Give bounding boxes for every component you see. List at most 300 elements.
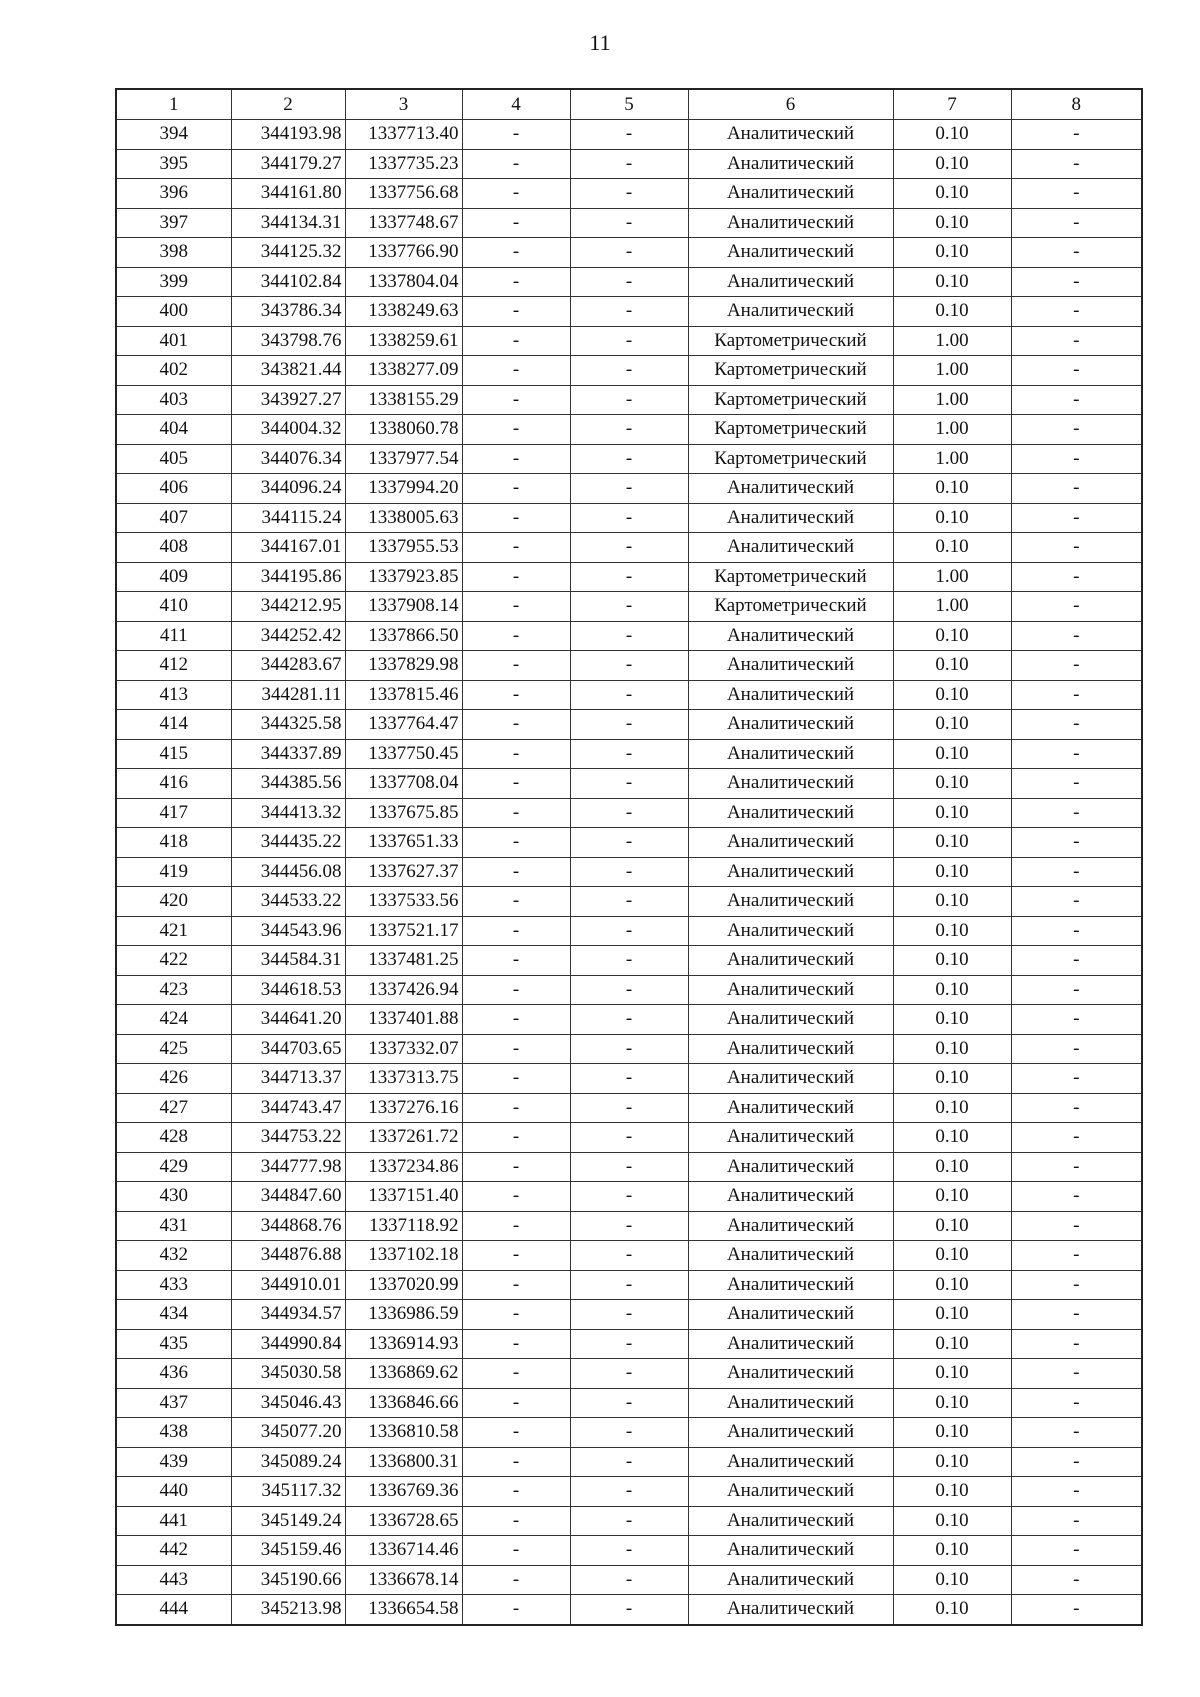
accuracy-cell: 0.10 <box>893 1477 1011 1507</box>
value-col5-cell: - <box>570 1536 688 1566</box>
accuracy-cell: 0.10 <box>893 238 1011 268</box>
table-row <box>116 385 1142 415</box>
coordinate-x-cell: 345077.20 <box>231 1418 345 1448</box>
table-row <box>116 238 1142 268</box>
method-cell: Аналитический <box>688 503 893 533</box>
method-cell: Аналитический <box>688 149 893 179</box>
coordinates-table <box>115 88 1143 1626</box>
coordinate-y-cell: 1337332.07 <box>345 1034 462 1064</box>
value-col8-cell: - <box>1011 415 1142 445</box>
value-col4-cell: - <box>462 120 570 150</box>
value-col5-cell: - <box>570 1152 688 1182</box>
value-col5-cell: - <box>570 385 688 415</box>
coordinate-y-cell: 1337313.75 <box>345 1064 462 1094</box>
point-number-cell: 414 <box>116 710 231 740</box>
value-col5-cell: - <box>570 1388 688 1418</box>
table-row <box>116 120 1142 150</box>
accuracy-cell: 1.00 <box>893 562 1011 592</box>
coordinate-y-cell: 1337866.50 <box>345 621 462 651</box>
accuracy-cell: 0.10 <box>893 1565 1011 1595</box>
accuracy-cell: 0.10 <box>893 1329 1011 1359</box>
coordinate-x-cell: 344193.98 <box>231 120 345 150</box>
value-col4-cell: - <box>462 1418 570 1448</box>
value-col8-cell: - <box>1011 946 1142 976</box>
table-row <box>116 179 1142 209</box>
method-cell: Аналитический <box>688 1388 893 1418</box>
value-col5-cell: - <box>570 975 688 1005</box>
value-col5-cell: - <box>570 828 688 858</box>
value-col4-cell: - <box>462 1506 570 1536</box>
value-col8-cell: - <box>1011 1093 1142 1123</box>
method-cell: Аналитический <box>688 975 893 1005</box>
coordinate-y-cell: 1336800.31 <box>345 1447 462 1477</box>
value-col5-cell: - <box>570 1093 688 1123</box>
coordinate-x-cell: 344713.37 <box>231 1064 345 1094</box>
value-col8-cell: - <box>1011 710 1142 740</box>
accuracy-cell: 0.10 <box>893 1005 1011 1035</box>
value-col4-cell: - <box>462 1447 570 1477</box>
value-col8-cell: - <box>1011 1536 1142 1566</box>
value-col4-cell: - <box>462 769 570 799</box>
table-row <box>116 356 1142 386</box>
value-col4-cell: - <box>462 326 570 356</box>
value-col5-cell: - <box>570 208 688 238</box>
coordinate-x-cell: 345190.66 <box>231 1565 345 1595</box>
table-row <box>116 1005 1142 1035</box>
value-col4-cell: - <box>462 503 570 533</box>
accuracy-cell: 0.10 <box>893 533 1011 563</box>
page-number: 11 <box>589 30 611 55</box>
accuracy-cell: 0.10 <box>893 651 1011 681</box>
accuracy-cell: 0.10 <box>893 1418 1011 1448</box>
method-cell: Аналитический <box>688 857 893 887</box>
table-row <box>116 1182 1142 1212</box>
accuracy-cell: 0.10 <box>893 179 1011 209</box>
value-col8-cell: - <box>1011 149 1142 179</box>
coordinate-x-cell: 344195.86 <box>231 562 345 592</box>
method-cell: Аналитический <box>688 120 893 150</box>
coordinate-x-cell: 344125.32 <box>231 238 345 268</box>
coordinate-y-cell: 1337426.94 <box>345 975 462 1005</box>
accuracy-cell: 0.10 <box>893 739 1011 769</box>
value-col4-cell: - <box>462 1005 570 1035</box>
value-col4-cell: - <box>462 1595 570 1625</box>
coordinate-y-cell: 1337829.98 <box>345 651 462 681</box>
value-col4-cell: - <box>462 887 570 917</box>
accuracy-cell: 1.00 <box>893 592 1011 622</box>
coordinate-y-cell: 1337748.67 <box>345 208 462 238</box>
accuracy-cell: 0.10 <box>893 1388 1011 1418</box>
accuracy-cell: 0.10 <box>893 503 1011 533</box>
point-number-cell: 442 <box>116 1536 231 1566</box>
table-row <box>116 946 1142 976</box>
method-cell: Аналитический <box>688 208 893 238</box>
method-cell: Аналитический <box>688 179 893 209</box>
table-row <box>116 1152 1142 1182</box>
coordinate-y-cell: 1338259.61 <box>345 326 462 356</box>
accuracy-cell: 1.00 <box>893 326 1011 356</box>
value-col5-cell: - <box>570 680 688 710</box>
value-col4-cell: - <box>462 1211 570 1241</box>
value-col4-cell: - <box>462 1477 570 1507</box>
point-number-cell: 443 <box>116 1565 231 1595</box>
coordinate-y-cell: 1337533.56 <box>345 887 462 917</box>
value-col5-cell: - <box>570 1506 688 1536</box>
table-row <box>116 1447 1142 1477</box>
value-col5-cell: - <box>570 1329 688 1359</box>
point-number-cell: 430 <box>116 1182 231 1212</box>
coordinate-x-cell: 344212.95 <box>231 592 345 622</box>
method-cell: Аналитический <box>688 1093 893 1123</box>
value-col4-cell: - <box>462 562 570 592</box>
method-cell: Аналитический <box>688 710 893 740</box>
coordinate-x-cell: 344281.11 <box>231 680 345 710</box>
point-number-cell: 417 <box>116 798 231 828</box>
value-col8-cell: - <box>1011 621 1142 651</box>
value-col5-cell: - <box>570 1595 688 1625</box>
point-number-cell: 404 <box>116 415 231 445</box>
value-col8-cell: - <box>1011 975 1142 1005</box>
point-number-cell: 431 <box>116 1211 231 1241</box>
coordinate-x-cell: 343786.34 <box>231 297 345 327</box>
value-col4-cell: - <box>462 1093 570 1123</box>
value-col4-cell: - <box>462 1152 570 1182</box>
accuracy-cell: 1.00 <box>893 415 1011 445</box>
value-col5-cell: - <box>570 1447 688 1477</box>
value-col5-cell: - <box>570 1005 688 1035</box>
table-row <box>116 857 1142 887</box>
point-number-cell: 441 <box>116 1506 231 1536</box>
point-number-cell: 418 <box>116 828 231 858</box>
value-col4-cell: - <box>462 1565 570 1595</box>
value-col5-cell: - <box>570 297 688 327</box>
column-header: 2 <box>231 89 345 120</box>
table-header-row <box>116 89 1142 120</box>
method-cell: Аналитический <box>688 1064 893 1094</box>
value-col4-cell: - <box>462 1182 570 1212</box>
coordinate-y-cell: 1336769.36 <box>345 1477 462 1507</box>
coordinate-y-cell: 1337735.23 <box>345 149 462 179</box>
accuracy-cell: 0.10 <box>893 1211 1011 1241</box>
coordinate-x-cell: 344618.53 <box>231 975 345 1005</box>
value-col5-cell: - <box>570 592 688 622</box>
coordinate-y-cell: 1337234.86 <box>345 1152 462 1182</box>
coordinate-y-cell: 1336869.62 <box>345 1359 462 1389</box>
value-col5-cell: - <box>570 120 688 150</box>
value-col8-cell: - <box>1011 857 1142 887</box>
table-row <box>116 651 1142 681</box>
point-number-cell: 422 <box>116 946 231 976</box>
value-col5-cell: - <box>570 415 688 445</box>
column-header: 5 <box>570 89 688 120</box>
point-number-cell: 397 <box>116 208 231 238</box>
coordinate-x-cell: 344413.32 <box>231 798 345 828</box>
table-body <box>116 120 1142 1625</box>
accuracy-cell: 0.10 <box>893 1359 1011 1389</box>
point-number-cell: 403 <box>116 385 231 415</box>
point-number-cell: 438 <box>116 1418 231 1448</box>
value-col5-cell: - <box>570 562 688 592</box>
coordinate-y-cell: 1337764.47 <box>345 710 462 740</box>
coordinate-y-cell: 1338060.78 <box>345 415 462 445</box>
coordinate-x-cell: 344533.22 <box>231 887 345 917</box>
accuracy-cell: 0.10 <box>893 1270 1011 1300</box>
point-number-cell: 432 <box>116 1241 231 1271</box>
method-cell: Картометрический <box>688 562 893 592</box>
point-number-cell: 437 <box>116 1388 231 1418</box>
coordinate-x-cell: 344990.84 <box>231 1329 345 1359</box>
method-cell: Аналитический <box>688 1123 893 1153</box>
method-cell: Аналитический <box>688 769 893 799</box>
point-number-cell: 424 <box>116 1005 231 1035</box>
coordinate-x-cell: 344096.24 <box>231 474 345 504</box>
coordinate-x-cell: 343927.27 <box>231 385 345 415</box>
point-number-cell: 429 <box>116 1152 231 1182</box>
table-row <box>116 1329 1142 1359</box>
accuracy-cell: 0.10 <box>893 916 1011 946</box>
value-col8-cell: - <box>1011 562 1142 592</box>
coordinate-y-cell: 1337102.18 <box>345 1241 462 1271</box>
accuracy-cell: 0.10 <box>893 975 1011 1005</box>
value-col4-cell: - <box>462 1388 570 1418</box>
value-col4-cell: - <box>462 297 570 327</box>
point-number-cell: 406 <box>116 474 231 504</box>
value-col5-cell: - <box>570 1182 688 1212</box>
coordinate-y-cell: 1337276.16 <box>345 1093 462 1123</box>
method-cell: Аналитический <box>688 297 893 327</box>
accuracy-cell: 0.10 <box>893 1093 1011 1123</box>
accuracy-cell: 0.10 <box>893 208 1011 238</box>
method-cell: Аналитический <box>688 533 893 563</box>
value-col8-cell: - <box>1011 1418 1142 1448</box>
value-col5-cell: - <box>570 916 688 946</box>
point-number-cell: 420 <box>116 887 231 917</box>
value-col4-cell: - <box>462 1300 570 1330</box>
value-col4-cell: - <box>462 238 570 268</box>
accuracy-cell: 0.10 <box>893 857 1011 887</box>
value-col4-cell: - <box>462 710 570 740</box>
coordinate-y-cell: 1337908.14 <box>345 592 462 622</box>
method-cell: Аналитический <box>688 474 893 504</box>
point-number-cell: 408 <box>116 533 231 563</box>
value-col8-cell: - <box>1011 1211 1142 1241</box>
table-row <box>116 1270 1142 1300</box>
value-col8-cell: - <box>1011 1034 1142 1064</box>
point-number-cell: 410 <box>116 592 231 622</box>
method-cell: Картометрический <box>688 385 893 415</box>
point-number-cell: 409 <box>116 562 231 592</box>
table-row <box>116 1300 1142 1330</box>
value-col5-cell: - <box>570 149 688 179</box>
table-row <box>116 1565 1142 1595</box>
value-col4-cell: - <box>462 798 570 828</box>
value-col8-cell: - <box>1011 651 1142 681</box>
accuracy-cell: 0.10 <box>893 828 1011 858</box>
coordinate-x-cell: 344004.32 <box>231 415 345 445</box>
table-row <box>116 592 1142 622</box>
accuracy-cell: 1.00 <box>893 356 1011 386</box>
value-col5-cell: - <box>570 1270 688 1300</box>
method-cell: Картометрический <box>688 326 893 356</box>
table-row <box>116 1418 1142 1448</box>
accuracy-cell: 0.10 <box>893 621 1011 651</box>
point-number-cell: 415 <box>116 739 231 769</box>
value-col4-cell: - <box>462 621 570 651</box>
value-col4-cell: - <box>462 444 570 474</box>
value-col8-cell: - <box>1011 444 1142 474</box>
coordinate-y-cell: 1337955.53 <box>345 533 462 563</box>
value-col8-cell: - <box>1011 503 1142 533</box>
value-col8-cell: - <box>1011 1123 1142 1153</box>
method-cell: Аналитический <box>688 1270 893 1300</box>
value-col8-cell: - <box>1011 1270 1142 1300</box>
method-cell: Аналитический <box>688 946 893 976</box>
value-col8-cell: - <box>1011 474 1142 504</box>
method-cell: Аналитический <box>688 1506 893 1536</box>
value-col8-cell: - <box>1011 887 1142 917</box>
coordinate-x-cell: 344641.20 <box>231 1005 345 1035</box>
accuracy-cell: 0.10 <box>893 769 1011 799</box>
coordinate-x-cell: 344115.24 <box>231 503 345 533</box>
method-cell: Аналитический <box>688 621 893 651</box>
value-col8-cell: - <box>1011 1565 1142 1595</box>
coordinate-x-cell: 344283.67 <box>231 651 345 681</box>
coordinate-x-cell: 344847.60 <box>231 1182 345 1212</box>
coordinate-x-cell: 344134.31 <box>231 208 345 238</box>
coordinate-y-cell: 1337020.99 <box>345 1270 462 1300</box>
value-col8-cell: - <box>1011 1241 1142 1271</box>
coordinate-x-cell: 345117.32 <box>231 1477 345 1507</box>
coordinate-y-cell: 1337994.20 <box>345 474 462 504</box>
table-row <box>116 1241 1142 1271</box>
table-row <box>116 208 1142 238</box>
value-col4-cell: - <box>462 533 570 563</box>
point-number-cell: 435 <box>116 1329 231 1359</box>
coordinate-x-cell: 344161.80 <box>231 179 345 209</box>
accuracy-cell: 0.10 <box>893 1034 1011 1064</box>
column-header: 4 <box>462 89 570 120</box>
table-row <box>116 887 1142 917</box>
method-cell: Картометрический <box>688 356 893 386</box>
method-cell: Аналитический <box>688 1005 893 1035</box>
value-col4-cell: - <box>462 946 570 976</box>
coordinate-y-cell: 1337401.88 <box>345 1005 462 1035</box>
table-row <box>116 739 1142 769</box>
value-col5-cell: - <box>570 1064 688 1094</box>
method-cell: Аналитический <box>688 1329 893 1359</box>
point-number-cell: 394 <box>116 120 231 150</box>
coordinate-x-cell: 344385.56 <box>231 769 345 799</box>
value-col5-cell: - <box>570 1123 688 1153</box>
value-col5-cell: - <box>570 1034 688 1064</box>
coordinate-x-cell: 344456.08 <box>231 857 345 887</box>
value-col8-cell: - <box>1011 356 1142 386</box>
table-row <box>116 149 1142 179</box>
value-col8-cell: - <box>1011 1300 1142 1330</box>
value-col5-cell: - <box>570 238 688 268</box>
column-header: 7 <box>893 89 1011 120</box>
coordinate-y-cell: 1336728.65 <box>345 1506 462 1536</box>
method-cell: Аналитический <box>688 680 893 710</box>
value-col5-cell: - <box>570 1300 688 1330</box>
value-col5-cell: - <box>570 1359 688 1389</box>
value-col8-cell: - <box>1011 1595 1142 1625</box>
table-row <box>116 1536 1142 1566</box>
coordinate-x-cell: 345213.98 <box>231 1595 345 1625</box>
accuracy-cell: 0.10 <box>893 474 1011 504</box>
value-col5-cell: - <box>570 503 688 533</box>
coordinate-y-cell: 1337675.85 <box>345 798 462 828</box>
coordinate-y-cell: 1338005.63 <box>345 503 462 533</box>
table-row <box>116 503 1142 533</box>
value-col4-cell: - <box>462 916 570 946</box>
point-number-cell: 411 <box>116 621 231 651</box>
value-col4-cell: - <box>462 1359 570 1389</box>
method-cell: Аналитический <box>688 1477 893 1507</box>
method-cell: Аналитический <box>688 1359 893 1389</box>
accuracy-cell: 0.10 <box>893 1536 1011 1566</box>
accuracy-cell: 0.10 <box>893 120 1011 150</box>
coordinate-x-cell: 344910.01 <box>231 1270 345 1300</box>
coordinate-y-cell: 1336986.59 <box>345 1300 462 1330</box>
table-row <box>116 1477 1142 1507</box>
column-header: 3 <box>345 89 462 120</box>
value-col5-cell: - <box>570 267 688 297</box>
coordinate-x-cell: 344252.42 <box>231 621 345 651</box>
value-col5-cell: - <box>570 1477 688 1507</box>
point-number-cell: 413 <box>116 680 231 710</box>
table-row <box>116 326 1142 356</box>
coordinate-y-cell: 1336654.58 <box>345 1595 462 1625</box>
value-col8-cell: - <box>1011 120 1142 150</box>
coordinate-y-cell: 1337766.90 <box>345 238 462 268</box>
value-col4-cell: - <box>462 1536 570 1566</box>
coordinate-x-cell: 345159.46 <box>231 1536 345 1566</box>
accuracy-cell: 0.10 <box>893 1123 1011 1153</box>
method-cell: Аналитический <box>688 887 893 917</box>
method-cell: Аналитический <box>688 828 893 858</box>
accuracy-cell: 0.10 <box>893 267 1011 297</box>
value-col4-cell: - <box>462 975 570 1005</box>
point-number-cell: 396 <box>116 179 231 209</box>
method-cell: Аналитический <box>688 1211 893 1241</box>
table-row <box>116 828 1142 858</box>
coordinate-x-cell: 344435.22 <box>231 828 345 858</box>
value-col5-cell: - <box>570 621 688 651</box>
table-row <box>116 474 1142 504</box>
value-col5-cell: - <box>570 474 688 504</box>
column-header: 8 <box>1011 89 1142 120</box>
accuracy-cell: 0.10 <box>893 680 1011 710</box>
coordinate-x-cell: 344179.27 <box>231 149 345 179</box>
value-col4-cell: - <box>462 474 570 504</box>
coordinate-y-cell: 1337151.40 <box>345 1182 462 1212</box>
coordinate-y-cell: 1336714.46 <box>345 1536 462 1566</box>
accuracy-cell: 0.10 <box>893 710 1011 740</box>
value-col8-cell: - <box>1011 533 1142 563</box>
point-number-cell: 421 <box>116 916 231 946</box>
value-col4-cell: - <box>462 149 570 179</box>
value-col5-cell: - <box>570 651 688 681</box>
value-col4-cell: - <box>462 739 570 769</box>
method-cell: Картометрический <box>688 444 893 474</box>
value-col8-cell: - <box>1011 1182 1142 1212</box>
value-col5-cell: - <box>570 769 688 799</box>
accuracy-cell: 1.00 <box>893 444 1011 474</box>
point-number-cell: 402 <box>116 356 231 386</box>
point-number-cell: 395 <box>116 149 231 179</box>
value-col5-cell: - <box>570 356 688 386</box>
